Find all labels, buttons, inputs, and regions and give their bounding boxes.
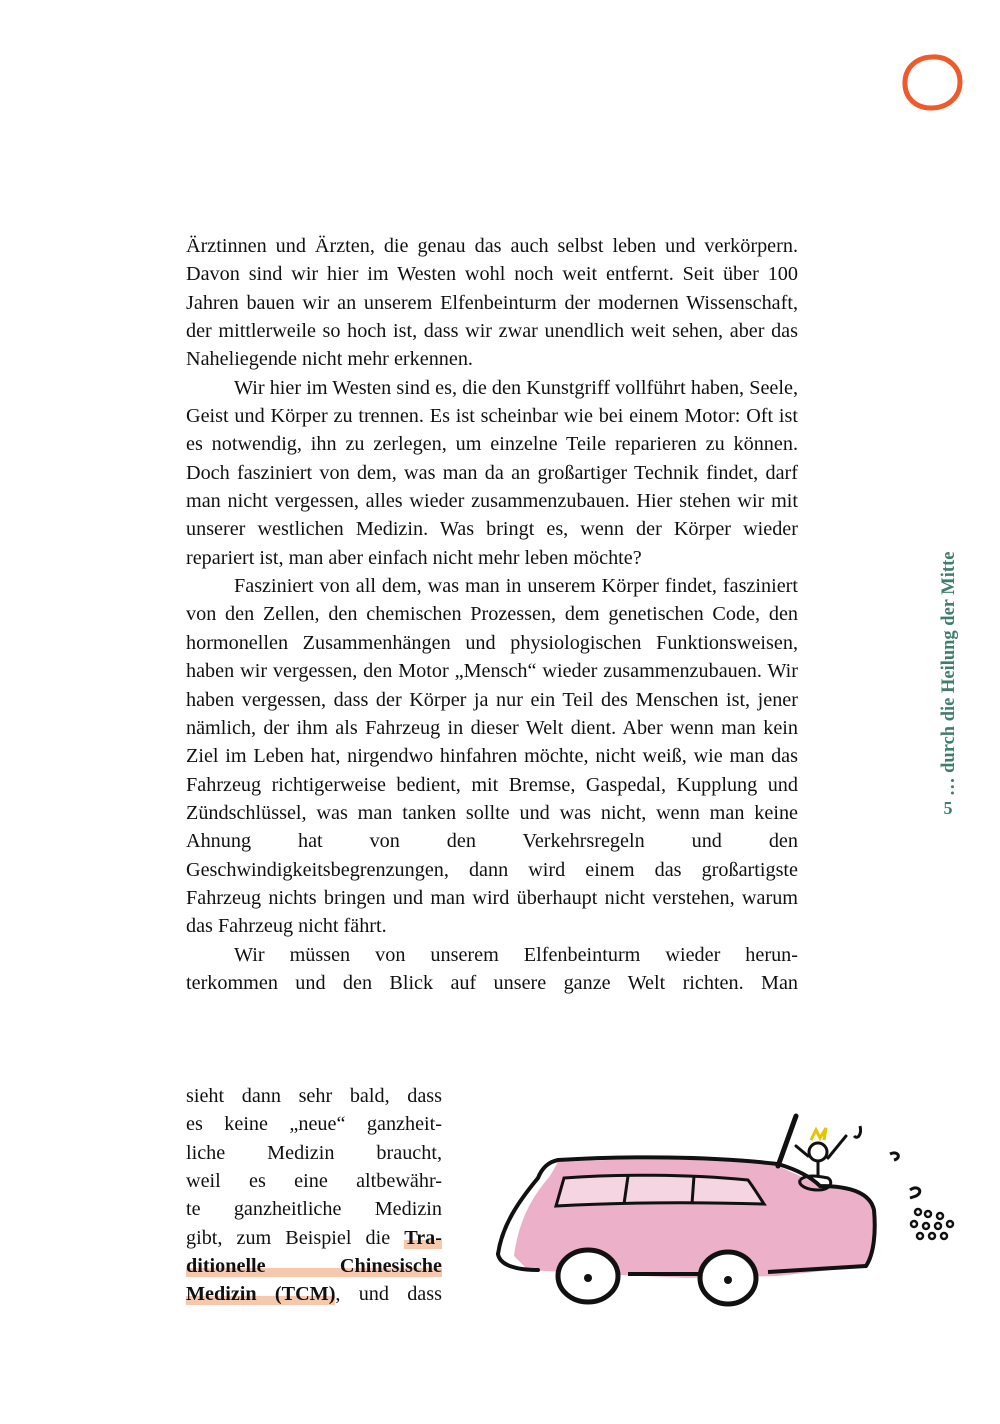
narrow-line-6-prefix: gibt, zum Beispiel die bbox=[186, 1226, 405, 1249]
pink-car-drawing bbox=[478, 1106, 968, 1310]
narrow-line-6 bbox=[186, 1224, 442, 1252]
narrow-line-5: te ganzheitliche Medizin bbox=[186, 1198, 442, 1221]
orange-ring-ornament bbox=[900, 52, 964, 112]
narrow-line-7 bbox=[186, 1252, 442, 1280]
narrow-line-8-tail: , und dass bbox=[335, 1283, 442, 1306]
tcm-term-part-2: ditionelle Chinesische bbox=[186, 1255, 442, 1278]
body-text bbox=[186, 232, 798, 997]
paragraph-1: Ärztinnen und Ärzten, die genau das auch selbst leben und verkörpern. Davon sind wir hier im Westen wohl noch weit entfernt. Seit über 100 Jahren bauen wir an unserem Elfenbeinturm der modernen Wissenschaft, der mittlerweile so hoch ist, dass wir zwar unendlich weit sehen, aber das Naheliegende nicht mehr erkennen. bbox=[186, 235, 798, 371]
paragraph-4-line-2: terkommen und den Blick auf unsere ganze Welt richten. Man bbox=[186, 971, 798, 994]
narrow-line-1: sieht dann sehr bald, dass bbox=[186, 1085, 442, 1107]
paragraph-4-line-1: Wir müssen von unserem Elfenbeinturm wieder herun- bbox=[234, 943, 798, 966]
page-number: 5 bbox=[943, 798, 953, 818]
side-title-text: … durch die Heilung der Mitte bbox=[939, 551, 959, 796]
narrow-line-4: weil es eine altbewähr- bbox=[186, 1170, 442, 1193]
paragraph-2: Wir hier im Westen sind es, die den Kunstgriff vollführt haben, Seele, Geist und Körper zu trennen. Es ist scheinbar wie bei einem Motor: Oft ist es notwendig, ihn zu zerlegen, um einzelne Teile reparieren zu können. Doch fasziniert von dem, was man da an großartiger Technik findet, darf man nicht vergessen, alles wieder zusammenzubauen. Hier stehen wir mit unserer westlichen Medizin. Was bringt es, wenn der Körper wieder repariert ist, man aber einfach nicht mehr leben möchte? bbox=[186, 376, 798, 569]
running-head-vertical bbox=[926, 512, 966, 802]
tcm-term-part-3: Medizin (TCM) bbox=[186, 1283, 336, 1306]
paragraph-3: Fasziniert von all dem, was man in unserem Körper findet, fasziniert von den Zellen, den chemischen Prozessen, dem genetischen Code, den hormonellen Zusammenhängen und physiologischen Funktionsweisen, haben wir vergessen, den Motor „Mensch“ wieder zusammenzubauen. Wir haben vergessen, dass der Körper ja nur ein Teil des Menschen ist, jener nämlich, der ihm als Fahrzeug in dieser Welt dient. Aber wenn man kein Ziel im Leben hat, nirgendwo hinfahren möchte, nicht weiß, wie man das Fahrzeug richtigerweise bedient, mit Bremse, Gaspedal, Kupplung und Zündschlüssel, was man tanken sollte und was nicht, wenn man keine Ahnung hat von den Verkehrsregeln und den Geschwindigkeitsbegrenzungen, dann wird einem das großartigste Fahrzeug nichts bringen und man wird überhaupt nicht verstehen, warum das Fahrzeug nicht fährt. bbox=[186, 575, 798, 938]
tcm-term-part-1: Tra- bbox=[404, 1226, 442, 1249]
wrapped-text-beside-drawing bbox=[186, 1082, 442, 1309]
narrow-line-8 bbox=[186, 1280, 442, 1308]
narrow-line-2: es keine „neue“ ganzheit- bbox=[186, 1113, 442, 1136]
narrow-line-3: liche Medizin braucht, bbox=[186, 1141, 442, 1164]
